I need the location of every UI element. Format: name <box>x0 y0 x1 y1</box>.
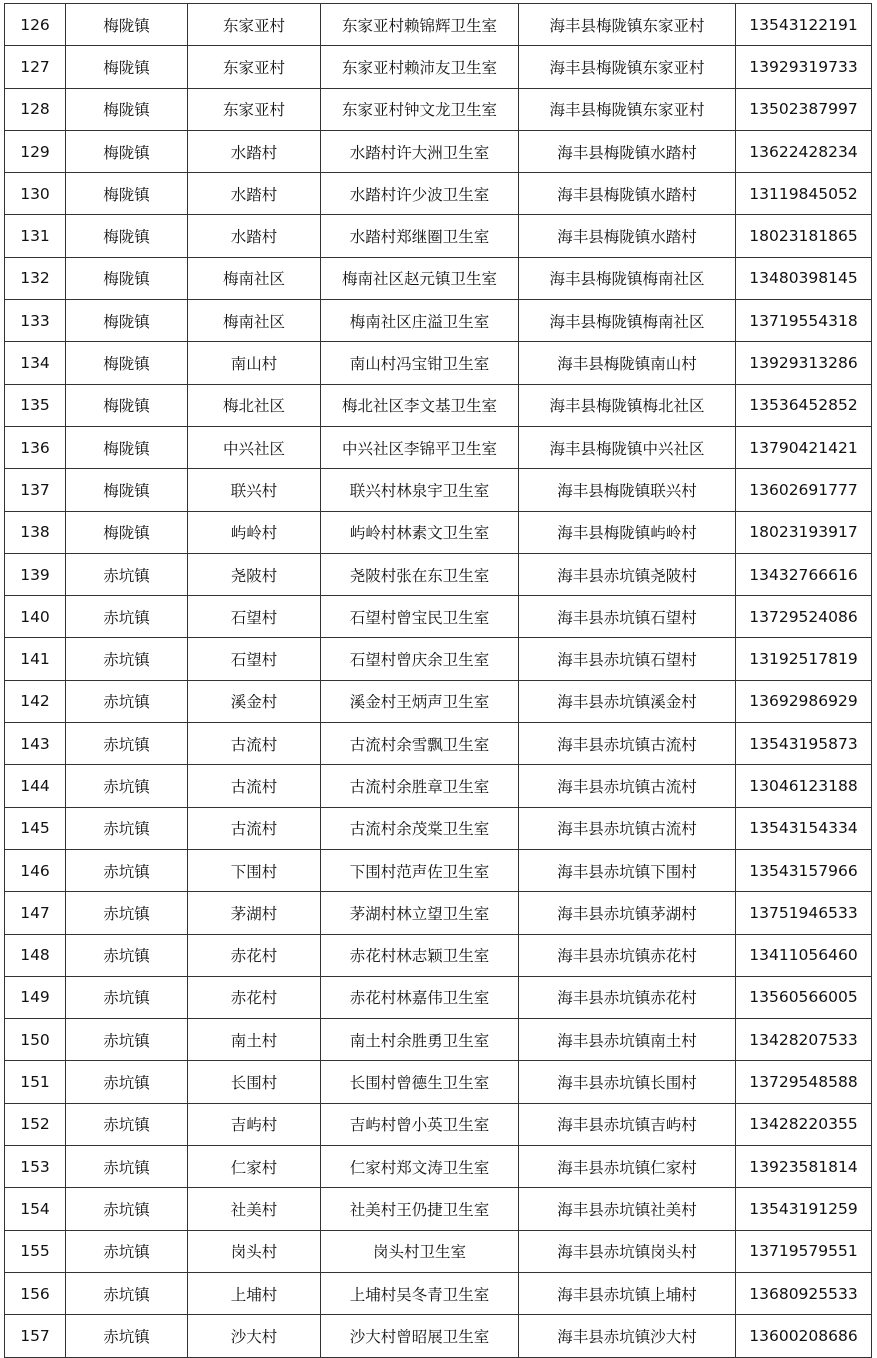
village-cell: 水踏村 <box>188 215 321 257</box>
row-number-cell: 150 <box>5 1019 66 1061</box>
village-cell: 社美村 <box>188 1188 321 1230</box>
table-row <box>5 680 872 722</box>
address-cell: 海丰县赤坑镇上埔村 <box>519 1272 736 1314</box>
town-cell: 赤坑镇 <box>66 1230 188 1272</box>
phone-cell: 18023181865 <box>736 215 872 257</box>
clinic-name-cell: 梅南社区庄溢卫生室 <box>321 300 519 342</box>
clinic-name-cell: 赤花村林嘉伟卫生室 <box>321 976 519 1018</box>
row-number-cell: 128 <box>5 88 66 130</box>
clinic-name-cell: 长围村曾德生卫生室 <box>321 1061 519 1103</box>
row-number-cell: 146 <box>5 849 66 891</box>
village-cell: 屿岭村 <box>188 511 321 553</box>
table-row <box>5 1061 872 1103</box>
table-row <box>5 553 872 595</box>
village-cell: 沙大村 <box>188 1315 321 1357</box>
table-row <box>5 511 872 553</box>
address-cell: 海丰县赤坑镇古流村 <box>519 765 736 807</box>
village-cell: 联兴村 <box>188 469 321 511</box>
address-cell: 海丰县赤坑镇溪金村 <box>519 680 736 722</box>
row-number-cell: 139 <box>5 553 66 595</box>
phone-cell: 13536452852 <box>736 384 872 426</box>
village-cell: 南山村 <box>188 342 321 384</box>
address-cell: 海丰县赤坑镇尧陂村 <box>519 553 736 595</box>
clinic-name-cell: 石望村曾宝民卫生室 <box>321 596 519 638</box>
clinic-name-cell: 社美村王仍捷卫生室 <box>321 1188 519 1230</box>
row-number-cell: 153 <box>5 1146 66 1188</box>
address-cell: 海丰县赤坑镇下围村 <box>519 849 736 891</box>
town-cell: 梅陇镇 <box>66 4 188 46</box>
row-number-cell: 129 <box>5 130 66 172</box>
village-cell: 石望村 <box>188 596 321 638</box>
town-cell: 梅陇镇 <box>66 88 188 130</box>
table-row <box>5 173 872 215</box>
village-cell: 茅湖村 <box>188 892 321 934</box>
row-number-cell: 142 <box>5 680 66 722</box>
town-cell: 赤坑镇 <box>66 680 188 722</box>
village-cell: 赤花村 <box>188 934 321 976</box>
row-number-cell: 156 <box>5 1272 66 1314</box>
phone-cell: 13680925533 <box>736 1272 872 1314</box>
row-number-cell: 143 <box>5 723 66 765</box>
table-row <box>5 300 872 342</box>
phone-cell: 13543191259 <box>736 1188 872 1230</box>
table-row <box>5 892 872 934</box>
town-cell: 赤坑镇 <box>66 553 188 595</box>
village-cell: 石望村 <box>188 638 321 680</box>
clinic-name-cell: 水踏村许少波卫生室 <box>321 173 519 215</box>
village-cell: 南土村 <box>188 1019 321 1061</box>
row-number-cell: 141 <box>5 638 66 680</box>
clinic-name-cell: 下围村范声佐卫生室 <box>321 849 519 891</box>
address-cell: 海丰县赤坑镇石望村 <box>519 596 736 638</box>
clinic-name-cell: 石望村曾庆余卫生室 <box>321 638 519 680</box>
clinic-name-cell: 南山村冯宝钳卫生室 <box>321 342 519 384</box>
town-cell: 梅陇镇 <box>66 426 188 468</box>
clinic-table <box>4 3 872 1358</box>
address-cell: 海丰县梅陇镇东家亚村 <box>519 88 736 130</box>
phone-cell: 13622428234 <box>736 130 872 172</box>
phone-cell: 13119845052 <box>736 173 872 215</box>
address-cell: 海丰县赤坑镇沙大村 <box>519 1315 736 1357</box>
village-cell: 东家亚村 <box>188 46 321 88</box>
row-number-cell: 132 <box>5 257 66 299</box>
address-cell: 海丰县赤坑镇仁家村 <box>519 1146 736 1188</box>
phone-cell: 13692986929 <box>736 680 872 722</box>
phone-cell: 13719554318 <box>736 300 872 342</box>
phone-cell: 13502387997 <box>736 88 872 130</box>
village-cell: 梅南社区 <box>188 300 321 342</box>
address-cell: 海丰县赤坑镇长围村 <box>519 1061 736 1103</box>
village-cell: 赤花村 <box>188 976 321 1018</box>
town-cell: 梅陇镇 <box>66 511 188 553</box>
phone-cell: 13929313286 <box>736 342 872 384</box>
address-cell: 海丰县赤坑镇赤花村 <box>519 934 736 976</box>
clinic-name-cell: 仁家村郑文涛卫生室 <box>321 1146 519 1188</box>
village-cell: 梅北社区 <box>188 384 321 426</box>
address-cell: 海丰县赤坑镇古流村 <box>519 807 736 849</box>
row-number-cell: 131 <box>5 215 66 257</box>
town-cell: 梅陇镇 <box>66 173 188 215</box>
table-row <box>5 469 872 511</box>
phone-cell: 13729548588 <box>736 1061 872 1103</box>
table-row <box>5 1103 872 1145</box>
clinic-name-cell: 梅北社区李文基卫生室 <box>321 384 519 426</box>
table-row <box>5 849 872 891</box>
clinic-name-cell: 梅南社区赵元镇卫生室 <box>321 257 519 299</box>
row-number-cell: 134 <box>5 342 66 384</box>
address-cell: 海丰县梅陇镇中兴社区 <box>519 426 736 468</box>
phone-cell: 13543154334 <box>736 807 872 849</box>
row-number-cell: 144 <box>5 765 66 807</box>
table-row <box>5 384 872 426</box>
address-cell: 海丰县赤坑镇吉屿村 <box>519 1103 736 1145</box>
clinic-name-cell: 水踏村郑继圈卫生室 <box>321 215 519 257</box>
row-number-cell: 136 <box>5 426 66 468</box>
address-cell: 海丰县梅陇镇东家亚村 <box>519 4 736 46</box>
town-cell: 赤坑镇 <box>66 1019 188 1061</box>
phone-cell: 13543122191 <box>736 4 872 46</box>
address-cell: 海丰县梅陇镇东家亚村 <box>519 46 736 88</box>
phone-cell: 13411056460 <box>736 934 872 976</box>
address-cell: 海丰县梅陇镇水踏村 <box>519 130 736 172</box>
table-row <box>5 257 872 299</box>
village-cell: 东家亚村 <box>188 88 321 130</box>
row-number-cell: 140 <box>5 596 66 638</box>
table-row <box>5 723 872 765</box>
village-cell: 尧陂村 <box>188 553 321 595</box>
clinic-name-cell: 沙大村曾昭展卫生室 <box>321 1315 519 1357</box>
town-cell: 赤坑镇 <box>66 807 188 849</box>
address-cell: 海丰县赤坑镇赤花村 <box>519 976 736 1018</box>
row-number-cell: 154 <box>5 1188 66 1230</box>
phone-cell: 13428207533 <box>736 1019 872 1061</box>
village-cell: 岗头村 <box>188 1230 321 1272</box>
address-cell: 海丰县赤坑镇社美村 <box>519 1188 736 1230</box>
table-row <box>5 1315 872 1357</box>
row-number-cell: 130 <box>5 173 66 215</box>
phone-cell: 13432766616 <box>736 553 872 595</box>
phone-cell: 18023193917 <box>736 511 872 553</box>
town-cell: 赤坑镇 <box>66 723 188 765</box>
phone-cell: 13729524086 <box>736 596 872 638</box>
town-cell: 梅陇镇 <box>66 342 188 384</box>
table-row <box>5 46 872 88</box>
village-cell: 古流村 <box>188 765 321 807</box>
clinic-name-cell: 东家亚村赖锦辉卫生室 <box>321 4 519 46</box>
phone-cell: 13790421421 <box>736 426 872 468</box>
phone-cell: 13929319733 <box>736 46 872 88</box>
village-cell: 东家亚村 <box>188 4 321 46</box>
phone-cell: 13560566005 <box>736 976 872 1018</box>
table-row <box>5 426 872 468</box>
row-number-cell: 147 <box>5 892 66 934</box>
address-cell: 海丰县赤坑镇岗头村 <box>519 1230 736 1272</box>
clinic-name-cell: 南土村余胜勇卫生室 <box>321 1019 519 1061</box>
village-cell: 溪金村 <box>188 680 321 722</box>
clinic-name-cell: 联兴村林泉宇卫生室 <box>321 469 519 511</box>
village-cell: 水踏村 <box>188 173 321 215</box>
town-cell: 梅陇镇 <box>66 469 188 511</box>
table-body <box>5 4 872 1358</box>
row-number-cell: 151 <box>5 1061 66 1103</box>
town-cell: 赤坑镇 <box>66 892 188 934</box>
town-cell: 赤坑镇 <box>66 1272 188 1314</box>
phone-cell: 13428220355 <box>736 1103 872 1145</box>
clinic-name-cell: 东家亚村赖沛友卫生室 <box>321 46 519 88</box>
address-cell: 海丰县赤坑镇石望村 <box>519 638 736 680</box>
table-row <box>5 342 872 384</box>
town-cell: 赤坑镇 <box>66 1188 188 1230</box>
clinic-name-cell: 茅湖村林立望卫生室 <box>321 892 519 934</box>
table-row <box>5 596 872 638</box>
table-row <box>5 976 872 1018</box>
town-cell: 梅陇镇 <box>66 384 188 426</box>
phone-cell: 13046123188 <box>736 765 872 807</box>
table-row <box>5 215 872 257</box>
table-row <box>5 1146 872 1188</box>
address-cell: 海丰县梅陇镇梅北社区 <box>519 384 736 426</box>
village-cell: 水踏村 <box>188 130 321 172</box>
clinic-name-cell: 古流村余胜章卫生室 <box>321 765 519 807</box>
clinic-name-cell: 屿岭村林素文卫生室 <box>321 511 519 553</box>
village-cell: 古流村 <box>188 723 321 765</box>
phone-cell: 13751946533 <box>736 892 872 934</box>
town-cell: 梅陇镇 <box>66 46 188 88</box>
town-cell: 赤坑镇 <box>66 849 188 891</box>
table-row <box>5 1188 872 1230</box>
clinic-name-cell: 吉屿村曾小英卫生室 <box>321 1103 519 1145</box>
clinic-name-cell: 水踏村许大洲卫生室 <box>321 130 519 172</box>
table-row <box>5 638 872 680</box>
table-row <box>5 88 872 130</box>
row-number-cell: 126 <box>5 4 66 46</box>
phone-cell: 13543195873 <box>736 723 872 765</box>
table-row <box>5 1272 872 1314</box>
town-cell: 梅陇镇 <box>66 300 188 342</box>
address-cell: 海丰县赤坑镇茅湖村 <box>519 892 736 934</box>
village-cell: 仁家村 <box>188 1146 321 1188</box>
phone-cell: 13602691777 <box>736 469 872 511</box>
table-row <box>5 1019 872 1061</box>
address-cell: 海丰县赤坑镇古流村 <box>519 723 736 765</box>
address-cell: 海丰县梅陇镇联兴村 <box>519 469 736 511</box>
row-number-cell: 157 <box>5 1315 66 1357</box>
town-cell: 梅陇镇 <box>66 257 188 299</box>
table-row <box>5 765 872 807</box>
table-row <box>5 130 872 172</box>
row-number-cell: 155 <box>5 1230 66 1272</box>
table-row <box>5 934 872 976</box>
clinic-name-cell: 赤花村林志颖卫生室 <box>321 934 519 976</box>
town-cell: 赤坑镇 <box>66 934 188 976</box>
village-cell: 中兴社区 <box>188 426 321 468</box>
address-cell: 海丰县梅陇镇梅南社区 <box>519 300 736 342</box>
town-cell: 赤坑镇 <box>66 1103 188 1145</box>
clinic-name-cell: 岗头村卫生室 <box>321 1230 519 1272</box>
row-number-cell: 152 <box>5 1103 66 1145</box>
clinic-name-cell: 尧陂村张在东卫生室 <box>321 553 519 595</box>
phone-cell: 13600208686 <box>736 1315 872 1357</box>
clinic-name-cell: 古流村余茂棠卫生室 <box>321 807 519 849</box>
town-cell: 赤坑镇 <box>66 1061 188 1103</box>
row-number-cell: 145 <box>5 807 66 849</box>
table-row <box>5 807 872 849</box>
clinic-name-cell: 古流村余雪飘卫生室 <box>321 723 519 765</box>
address-cell: 海丰县梅陇镇水踏村 <box>519 173 736 215</box>
phone-cell: 13192517819 <box>736 638 872 680</box>
village-cell: 古流村 <box>188 807 321 849</box>
town-cell: 梅陇镇 <box>66 130 188 172</box>
address-cell: 海丰县梅陇镇屿岭村 <box>519 511 736 553</box>
phone-cell: 13480398145 <box>736 257 872 299</box>
village-cell: 下围村 <box>188 849 321 891</box>
town-cell: 赤坑镇 <box>66 1146 188 1188</box>
clinic-name-cell: 溪金村王炳声卫生室 <box>321 680 519 722</box>
phone-cell: 13719579551 <box>736 1230 872 1272</box>
village-cell: 吉屿村 <box>188 1103 321 1145</box>
phone-cell: 13543157966 <box>736 849 872 891</box>
clinic-name-cell: 中兴社区李锦平卫生室 <box>321 426 519 468</box>
town-cell: 赤坑镇 <box>66 976 188 1018</box>
row-number-cell: 148 <box>5 934 66 976</box>
clinic-name-cell: 上埔村吴冬青卫生室 <box>321 1272 519 1314</box>
town-cell: 赤坑镇 <box>66 596 188 638</box>
address-cell: 海丰县梅陇镇南山村 <box>519 342 736 384</box>
row-number-cell: 135 <box>5 384 66 426</box>
address-cell: 海丰县赤坑镇南土村 <box>519 1019 736 1061</box>
town-cell: 梅陇镇 <box>66 215 188 257</box>
table-row <box>5 1230 872 1272</box>
town-cell: 赤坑镇 <box>66 1315 188 1357</box>
address-cell: 海丰县梅陇镇梅南社区 <box>519 257 736 299</box>
address-cell: 海丰县梅陇镇水踏村 <box>519 215 736 257</box>
village-cell: 长围村 <box>188 1061 321 1103</box>
phone-cell: 13923581814 <box>736 1146 872 1188</box>
town-cell: 赤坑镇 <box>66 638 188 680</box>
village-cell: 上埔村 <box>188 1272 321 1314</box>
row-number-cell: 137 <box>5 469 66 511</box>
row-number-cell: 149 <box>5 976 66 1018</box>
table-row <box>5 4 872 46</box>
row-number-cell: 127 <box>5 46 66 88</box>
row-number-cell: 138 <box>5 511 66 553</box>
clinic-name-cell: 东家亚村钟文龙卫生室 <box>321 88 519 130</box>
village-cell: 梅南社区 <box>188 257 321 299</box>
town-cell: 赤坑镇 <box>66 765 188 807</box>
row-number-cell: 133 <box>5 300 66 342</box>
